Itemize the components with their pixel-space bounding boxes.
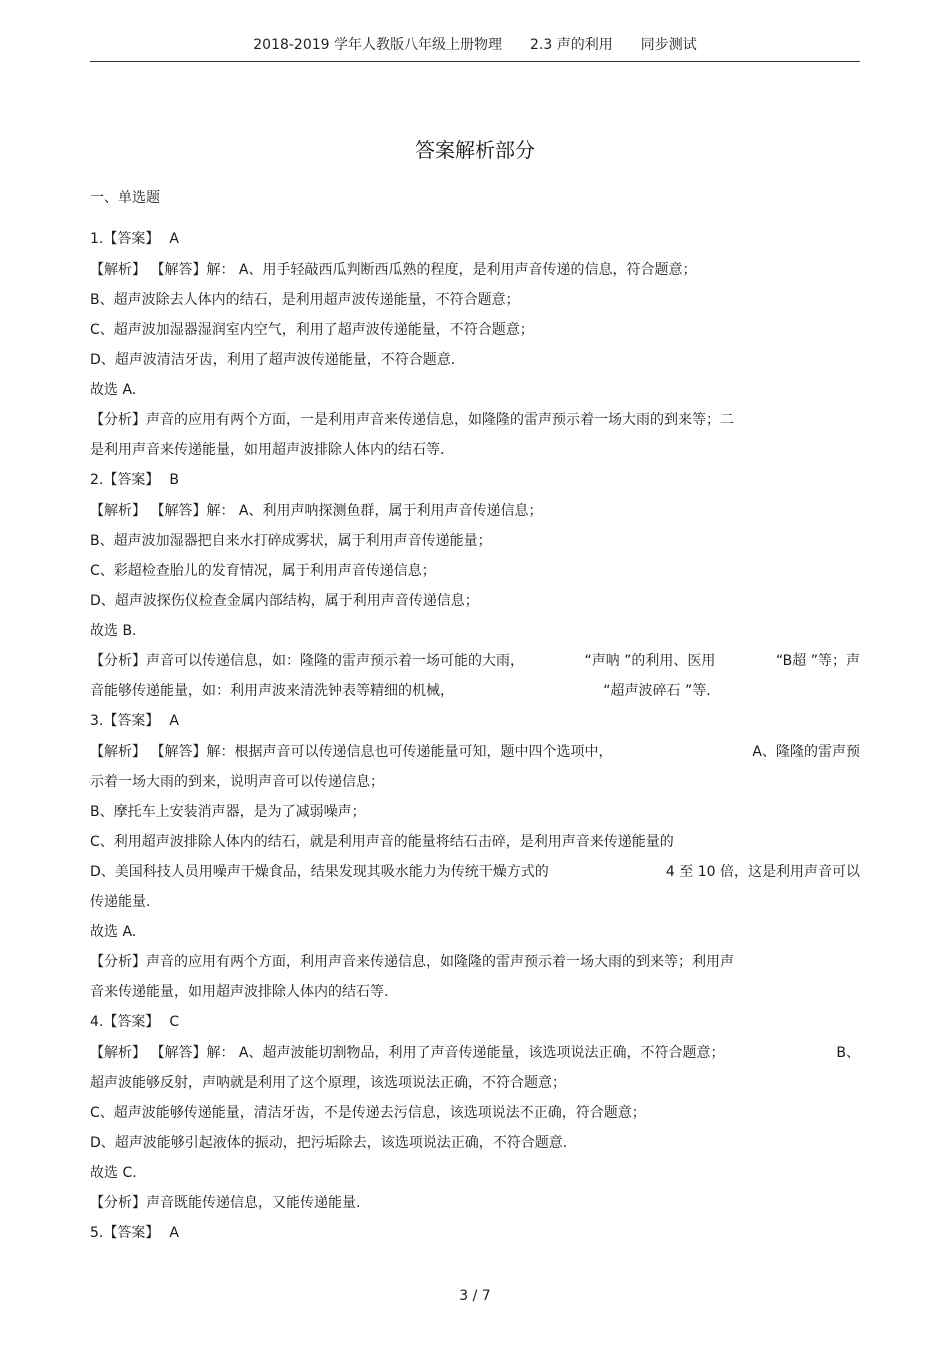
line-text: 【解析】 【解答】解： A、用手轻敲西瓜判断西瓜熟的程度，是利用声音传递的信息，符合题意； — [90, 262, 697, 278]
line-text: D、超声波清洁牙齿，利用了超声波传递能量，不符合题意. — [90, 352, 456, 368]
line-text: 【解析】 【解答】解：根据声音可以传递信息也可传递能量可知，题中四个选项中， — [90, 744, 613, 760]
explanation-line — [90, 767, 860, 797]
line-text: 4.【答案】 — [90, 1014, 160, 1030]
line-text: 【分析】声音既能传递信息，又能传递能量. — [90, 1195, 361, 1211]
explanation-line — [90, 737, 860, 767]
answer-choice: C — [169, 1014, 180, 1030]
line-text: 音来传递能量，如用超声波排除人体内的结石等. — [90, 984, 389, 1000]
answer-body — [90, 224, 860, 1249]
line-text: 4 至 10 倍，这是利用声音可以 — [665, 864, 860, 880]
line-text: 故选 A. — [90, 382, 137, 398]
section-heading: 一、单选题 — [90, 190, 160, 206]
line-text: 传递能量. — [90, 894, 151, 910]
line-text: 故选 C. — [90, 1165, 137, 1181]
explanation-line — [90, 827, 860, 857]
line-text: 3.【答案】 — [90, 713, 160, 729]
line-text: 音能够传递能量，如：利用声波来清洗钟表等精细的机械， — [90, 683, 454, 699]
line-text: C、利用超声波排除人体内的结石，就是利用声音的能量将结石击碎，是利用声音来传递能量的 — [90, 834, 674, 850]
line-text: C、超声波加湿器湿润室内空气，利用了超声波传递能量，不符合题意； — [90, 322, 534, 338]
explanation-line — [90, 556, 860, 586]
answer-choice: A — [169, 713, 179, 729]
explanation-line — [90, 797, 860, 827]
page-title: 答案解析部分 — [415, 138, 535, 162]
answer-choice: B — [169, 472, 179, 488]
line-text: B、摩托车上安装消声器，是为了减弱噪声； — [90, 804, 366, 820]
header-lesson: 2.3 声的利用 — [530, 37, 613, 53]
header-test: 同步测试 — [640, 37, 697, 53]
line-text: 【分析】声音的应用有两个方面，一是利用声音来传递信息，如隆隆的雷声预示着一场大雨的到来等；二 — [90, 412, 734, 428]
explanation-line — [90, 947, 860, 977]
line-text: 【解析】 【解答】解： A、超声波能切割物品，利用了声音传递能量，该选项说法正确，不符合题意； — [90, 1045, 725, 1061]
line-text: B、超声波加湿器把自来水打碎成雾状，属于利用声音传递能量； — [90, 533, 492, 549]
page-header — [90, 34, 860, 54]
explanation-line — [90, 1038, 860, 1068]
answer-key-line — [90, 224, 860, 255]
line-text: C、超声波能够传递能量，清洁牙齿，不是传递去污信息，该选项说法不正确，符合题意； — [90, 1105, 646, 1121]
answer-key-line — [90, 1007, 860, 1038]
explanation-line — [90, 646, 860, 676]
line-text: “声呐 ”的利用、医用 — [584, 653, 716, 669]
line-text: D、超声波能够引起液体的振动，把污垢除去，该选项说法正确，不符合题意. — [90, 1135, 568, 1151]
answer-choice: A — [169, 231, 179, 247]
answer-key-line — [90, 1218, 860, 1249]
explanation-line — [90, 616, 860, 646]
header-course: 2018-2019 学年人教版八年级上册物理 — [253, 37, 503, 53]
explanation-line — [90, 405, 860, 435]
explanation-line — [90, 887, 860, 917]
line-text: 【分析】声音可以传递信息，如：隆隆的雷声预示着一场可能的大雨， — [90, 653, 524, 669]
answer-key-line — [90, 465, 860, 496]
explanation-line — [90, 345, 860, 375]
line-text: 2.【答案】 — [90, 472, 160, 488]
line-text: 1.【答案】 — [90, 231, 160, 247]
line-text: 【分析】声音的应用有两个方面，利用声音来传递信息，如隆隆的雷声预示着一场大雨的到来等；利用声 — [90, 954, 734, 970]
line-text: D、美国科技人员用噪声干燥食品，结果发现其吸水能力为传统干燥方式的 — [90, 864, 549, 880]
line-text: C、彩超检查胎儿的发育情况，属于利用声音传递信息； — [90, 563, 436, 579]
explanation-line — [90, 315, 860, 345]
explanation-line — [90, 285, 860, 315]
line-text: B、 — [836, 1045, 860, 1061]
line-text: 故选 A. — [90, 924, 137, 940]
explanation-line — [90, 977, 860, 1007]
line-text: “B超 ”等；声 — [775, 653, 860, 669]
line-text: 示着一场大雨的到来，说明声音可以传递信息； — [90, 774, 384, 790]
line-text: B、超声波除去人体内的结石，是利用超声波传递能量，不符合题意； — [90, 292, 520, 308]
explanation-line — [90, 526, 860, 556]
page-number: 3 / 7 — [459, 1288, 491, 1304]
line-text: D、超声波探伤仪检查金属内部结构，属于利用声音传递信息； — [90, 593, 479, 609]
explanation-line — [90, 375, 860, 405]
line-text: 5.【答案】 — [90, 1225, 160, 1241]
explanation-line — [90, 496, 860, 526]
answer-choice: A — [169, 1225, 179, 1241]
explanation-line — [90, 1188, 860, 1218]
line-text: 【解析】 【解答】解： A、利用声呐探测鱼群，属于利用声音传递信息； — [90, 503, 543, 519]
explanation-line — [90, 1128, 860, 1158]
explanation-line — [90, 857, 860, 887]
explanation-line — [90, 917, 860, 947]
line-text: “超声波碎石 ”等. — [603, 683, 711, 699]
explanation-line — [90, 1098, 860, 1128]
explanation-line — [90, 676, 860, 706]
explanation-line — [90, 1068, 860, 1098]
line-text: 超声波能够反射，声呐就是利用了这个原理，该选项说法正确，不符合题意； — [90, 1075, 566, 1091]
explanation-line — [90, 255, 860, 285]
header-divider — [90, 61, 860, 62]
explanation-line — [90, 1158, 860, 1188]
line-text: 是利用声音来传递能量，如用超声波排除人体内的结石等. — [90, 442, 445, 458]
line-text: A、隆隆的雷声预 — [752, 744, 860, 760]
line-text: 故选 B. — [90, 623, 137, 639]
answer-key-line — [90, 706, 860, 737]
explanation-line — [90, 586, 860, 616]
explanation-line — [90, 435, 860, 465]
